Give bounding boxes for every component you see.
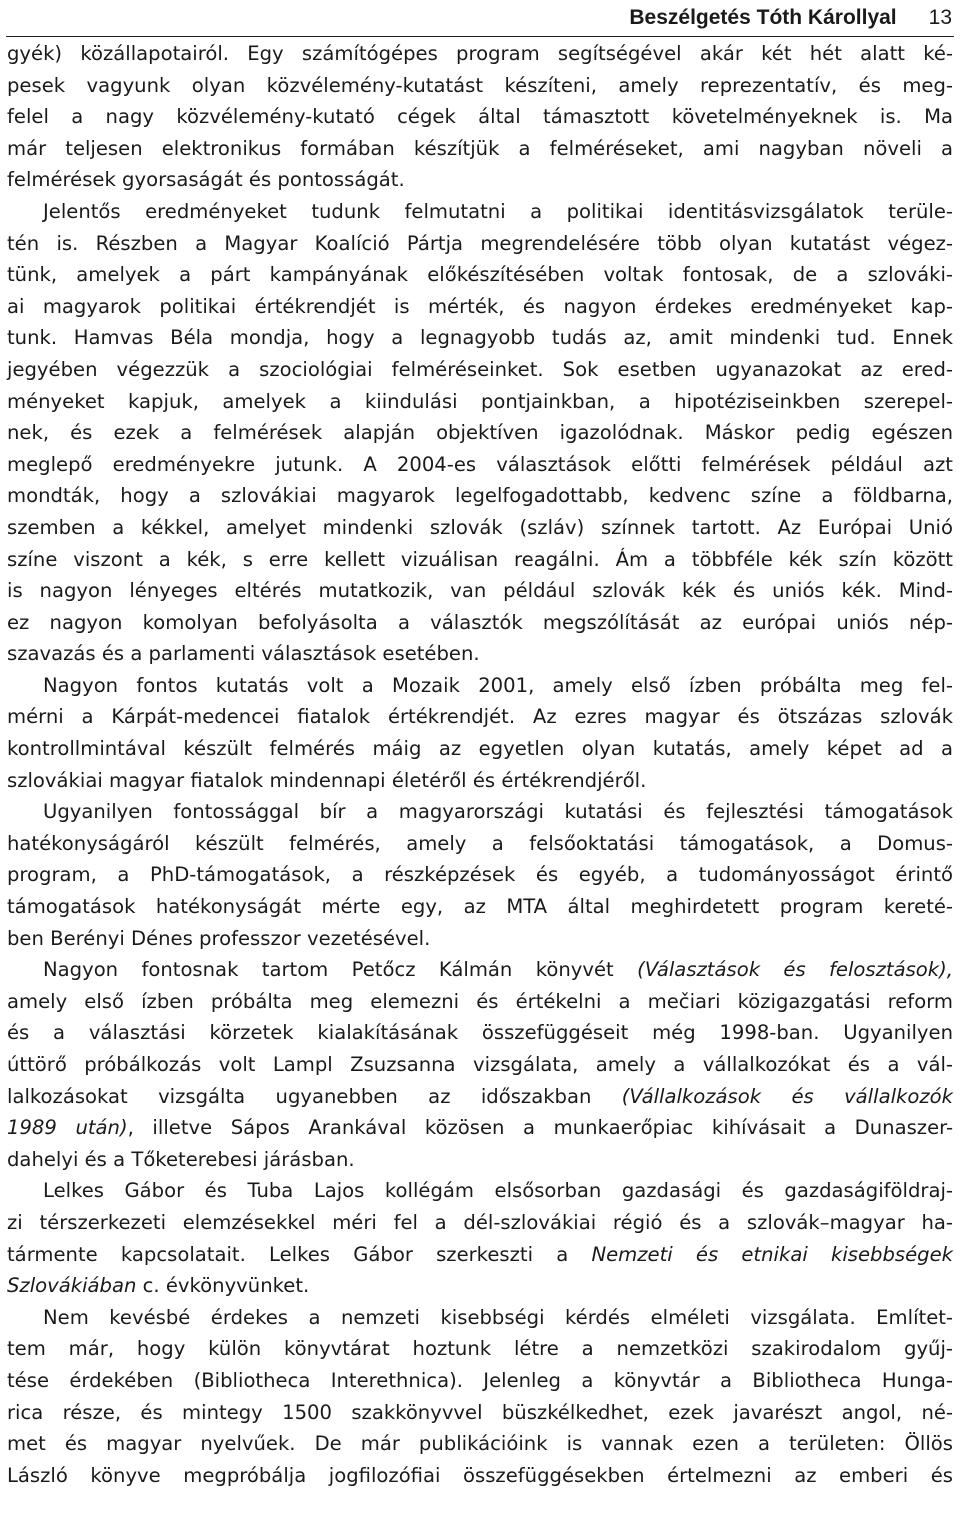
text-line: program, a PhD-támogatások, a részképzések és egyéb, a tudományosságot érintő bbox=[7, 863, 953, 887]
text-line bbox=[7, 1112, 953, 1144]
text-line bbox=[7, 954, 953, 986]
text-line: felel a nagy közvélemény-kutató cégek által támasztott követelményeknek is. Ma bbox=[7, 105, 953, 129]
text-run: tármente kapcsolatait. Lelkes Gábor szerkeszti a bbox=[7, 1242, 592, 1266]
text-line: felmérések gyorsaságát és pontosságát. bbox=[7, 168, 405, 192]
text-line: ményeket kapjuk, amelyek a kiindulási pontjainkban, a hipotéziseinkben szerepel- bbox=[7, 389, 953, 413]
text-line: szemben a kékkel, amelyet mindenki szlovák (szláv) színnek tartott. Az Európai Unió bbox=[7, 515, 953, 539]
text-run: c. évkönyvünket. bbox=[136, 1274, 310, 1298]
text-line: mondták, hogy a szlovákiai magyarok legelfogadottabb, kedvenc színe a földbarna, bbox=[7, 484, 953, 508]
text-line: szlovákiai magyar fiatalok mindennapi életéről és értékrendjéről. bbox=[7, 768, 647, 792]
text-line: meglepő eredményekre jutunk. A 2004-es választások előtti felmérések például azt bbox=[7, 452, 953, 476]
text-line: tem már, hogy külön könyvtárat hoztunk létre a nemzetközi szakirodalom gyűj- bbox=[7, 1337, 953, 1361]
text-line bbox=[7, 1081, 953, 1113]
text-line: ez nagyon komolyan befolyásolta a választók megszólítását az európai uniós nép- bbox=[7, 610, 953, 634]
text-line bbox=[7, 1270, 953, 1302]
italic-title: Szlovákiában bbox=[7, 1274, 137, 1298]
text-line: nek, és ezek a felmérések alapján objektíven igazolódnak. Máskor pedig egészen bbox=[7, 421, 953, 445]
text-line: Jelentős eredményeket tudunk felmutatni a politikai identitásvizsgálatok terüle- bbox=[43, 199, 953, 223]
running-header bbox=[6, 0, 954, 37]
page-number: 13 bbox=[928, 6, 952, 29]
text-line: már teljesen elektronikus formában készítjük a felméréseket, ami nagyban növeli a bbox=[7, 136, 953, 160]
text-line: tunk. Hamvas Béla mondja, hogy a legnagyobb tudás az, amit mindenki tud. Ennek bbox=[7, 326, 953, 350]
text-line: zi térszerkezeti elemzésekkel méri fel a dél-szlovákiai régió és a szlovák–magyar ha- bbox=[7, 1210, 953, 1234]
text-line: úttörő próbálkozás volt Lampl Zsuzsanna vizsgálata, amely a vállalkozókat és a vál- bbox=[7, 1053, 953, 1076]
text-line: amely első ízben próbálta meg elemezni és értékelni a mečiari közigazgatási reform bbox=[7, 989, 953, 1013]
text-line: mérni a Kárpát-medencei fiatalok értékrendjét. Az ezres magyar és ötszázas szlovák bbox=[7, 705, 953, 729]
text-line: Nagyon fontos kutatás volt a Mozaik 2001, amely első ízben próbálta meg fel- bbox=[43, 673, 953, 697]
text-line: gyék) közállapotairól. Egy számítógépes program segítségével akár két hét alatt ké- bbox=[7, 42, 953, 65]
italic-title: (Vállalkozások és vállalkozók bbox=[621, 1084, 953, 1108]
text-line: met és magyar nyelvűek. De már publikációink is vannak ezen a területen: Öllös bbox=[7, 1432, 953, 1456]
text-line: Nem kevésbé érdekes a nemzeti kisebbségi kérdés elméleti vizsgálata. Említet- bbox=[43, 1305, 953, 1329]
text-line: kontrollmintával készült felmérés máig az egyetlen olyan kutatás, amely képet ad a bbox=[7, 737, 953, 761]
text-line: Ugyanilyen fontossággal bír a magyarországi kutatási és fejlesztési támogatások bbox=[43, 800, 953, 824]
text-line: Lelkes Gábor és Tuba Lajos kollégám elsősorban gazdasági és gazdaságiföldraj- bbox=[43, 1179, 953, 1203]
text-line: jegyében végezzük a szociológiai felméréseinket. Sok esetben ugyanazokat az ered- bbox=[7, 357, 953, 381]
text-run: Nagyon fontosnak tartom Petőcz Kálmán könyvét bbox=[43, 958, 638, 982]
running-title: Beszélgetés Tóth Károllyal bbox=[629, 6, 897, 29]
text-line: támogatások hatékonyságát mérte egy, az MTA által meghirdetett program kereté- bbox=[7, 895, 953, 919]
text-line: tén is. Részben a Magyar Koalíció Pártja megrendelésére több olyan kutatást végez- bbox=[7, 231, 953, 255]
text-line: szavazás és a parlamenti választások esetében. bbox=[7, 642, 480, 666]
text-run: , illetve Sápos Arankával közösen a munkaerőpiac kihívásait a Dunaszer- bbox=[127, 1116, 954, 1140]
italic-title: Nemzeti és etnikai kisebbségek bbox=[591, 1242, 954, 1266]
text-line: tése érdekében (Bibliotheca Interethnica). Jelenleg a könyvtár a Bibliotheca Hunga- bbox=[7, 1368, 953, 1392]
text-line: pesek vagyunk olyan közvélemény-kutatást készíteni, amely reprezentatív, és meg- bbox=[7, 73, 953, 97]
text-line: színe viszont a kék, s erre kellett vizuálisan reagálni. Ám a többféle kék szín között bbox=[7, 547, 953, 571]
italic-title: (Választások és felosztások), bbox=[637, 958, 953, 982]
text-line bbox=[7, 1239, 953, 1271]
text-line: tünk, amelyek a párt kampányának előkészítésében voltak fontosak, de a szlováki- bbox=[7, 263, 953, 287]
text-line: ben Berényi Dénes professzor vezetésével. bbox=[7, 926, 431, 950]
text-line: ai magyarok politikai értékrendjét is mérték, és nagyon érdekes eredményeket kap- bbox=[7, 294, 953, 318]
body-text bbox=[7, 38, 953, 1491]
text-line: és a választási körzetek kialakításának összefüggéseit még 1998-ban. Ugyanilyen bbox=[7, 1021, 953, 1045]
text-line: hatékonyságáról készült felmérés, amely a felsőoktatási támogatások, a Domus- bbox=[7, 831, 953, 855]
text-line: is nagyon lényeges eltérés mutatkozik, van például szlovák kék és uniós kék. Mind- bbox=[7, 579, 953, 603]
italic-title: 1989 után) bbox=[7, 1116, 128, 1140]
text-line: rica része, és mintegy 1500 szakkönyvvel büszkélkedhet, ezek javarészt angol, né- bbox=[7, 1400, 953, 1424]
text-line: László könyve megpróbálja jogfilozófiai összefüggésekben értelmezni az emberi és bbox=[7, 1463, 953, 1487]
text-run: lalkozásokat vizsgálta ugyanebben az időszakban bbox=[7, 1084, 622, 1108]
text-line: dahelyi és a Tőketerebesi járásban. bbox=[7, 1147, 355, 1171]
